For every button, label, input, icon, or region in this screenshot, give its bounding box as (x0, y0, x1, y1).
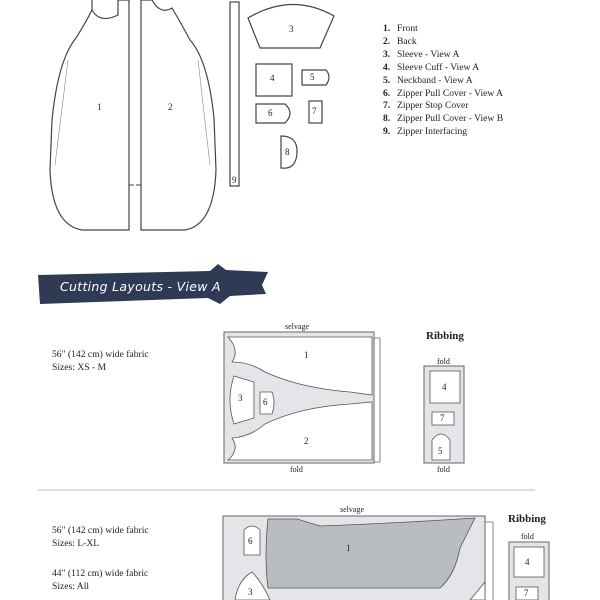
zipper-interfacing-piece (230, 2, 239, 186)
legend-item: 8. Zipper Pull Cover - View B (383, 113, 504, 125)
fabric-width: 56" (142 cm) wide fabric (52, 349, 149, 360)
legend-item: 5. Neckband - View A (383, 74, 473, 86)
ribbing1-fold-bottom: fold (437, 465, 450, 474)
ribbing2-title: Ribbing (508, 513, 546, 525)
layout2-piece-3-number: 3 (248, 587, 253, 597)
layout2-piece-6-number: 6 (248, 536, 253, 546)
layout2b-description (52, 567, 148, 593)
layout2-piece-1-number: 1 (346, 543, 351, 553)
cuff-piece-number: 4 (270, 73, 275, 83)
section-title: Cutting Layouts - View A (60, 279, 221, 294)
layout2-description (52, 524, 149, 550)
front-piece-number: 1 (97, 102, 102, 112)
neckband-piece-number: 5 (310, 72, 315, 82)
fold-label: fold (290, 465, 303, 474)
legend-item: 3. Sleeve - View A (383, 48, 460, 60)
ribbing1-piece-4-number: 4 (442, 382, 447, 392)
legend-item: 2. Back (383, 35, 417, 47)
neckband-piece (302, 70, 329, 85)
layout1-piece-3-number: 3 (238, 393, 243, 403)
fabric-width: 44" (112 cm) wide fabric (52, 568, 149, 579)
back-piece-number: 2 (168, 102, 173, 112)
layout1-piece-2-number: 2 (304, 436, 309, 446)
ribbing1-fold-top: fold (437, 357, 450, 366)
fabric-width: 56" (142 cm) wide fabric (52, 525, 149, 536)
legend-item: 6. Zipper Pull Cover - View A (383, 87, 504, 99)
legend-item: 9. Zipper Interfacing (383, 126, 468, 138)
front-piece (50, 0, 129, 230)
layout2-piece-1 (266, 518, 475, 588)
stop-cover-number: 7 (312, 106, 317, 116)
selvage-label: selvage (340, 505, 364, 514)
pull-cover-a-piece (256, 104, 290, 123)
legend-item: 1. Front (383, 23, 418, 34)
legend-item: 4. Sleeve Cuff - View A (383, 61, 480, 73)
ribbing1-piece-5-number: 5 (438, 446, 443, 456)
pull-cover-b-number: 8 (285, 147, 290, 157)
size-range: Sizes: All (52, 581, 90, 592)
layout1-piece-1-number: 1 (304, 350, 309, 360)
pull-cover-a-number: 6 (268, 108, 273, 118)
layout1-description (52, 348, 149, 374)
ribbing1-piece-7-number: 7 (440, 413, 445, 423)
back-piece (141, 0, 216, 230)
ribbing2-piece-4-number: 4 (525, 557, 530, 567)
piece-legend (383, 23, 503, 139)
layout1-piece-6-number: 6 (263, 397, 268, 407)
size-range: Sizes: XS - M (52, 362, 107, 373)
ribbing1-title: Ribbing (426, 330, 464, 342)
ribbing2-piece-7-number: 7 (524, 588, 529, 598)
sleeve-piece-number: 3 (289, 24, 294, 34)
size-range: Sizes: L-XL (52, 538, 100, 549)
interfacing-piece-number: 9 (232, 175, 237, 185)
legend-item: 7. Zipper Stop Cover (383, 100, 469, 112)
ribbing2-fold-top: fold (521, 532, 534, 541)
selvage-label: selvage (285, 322, 309, 331)
